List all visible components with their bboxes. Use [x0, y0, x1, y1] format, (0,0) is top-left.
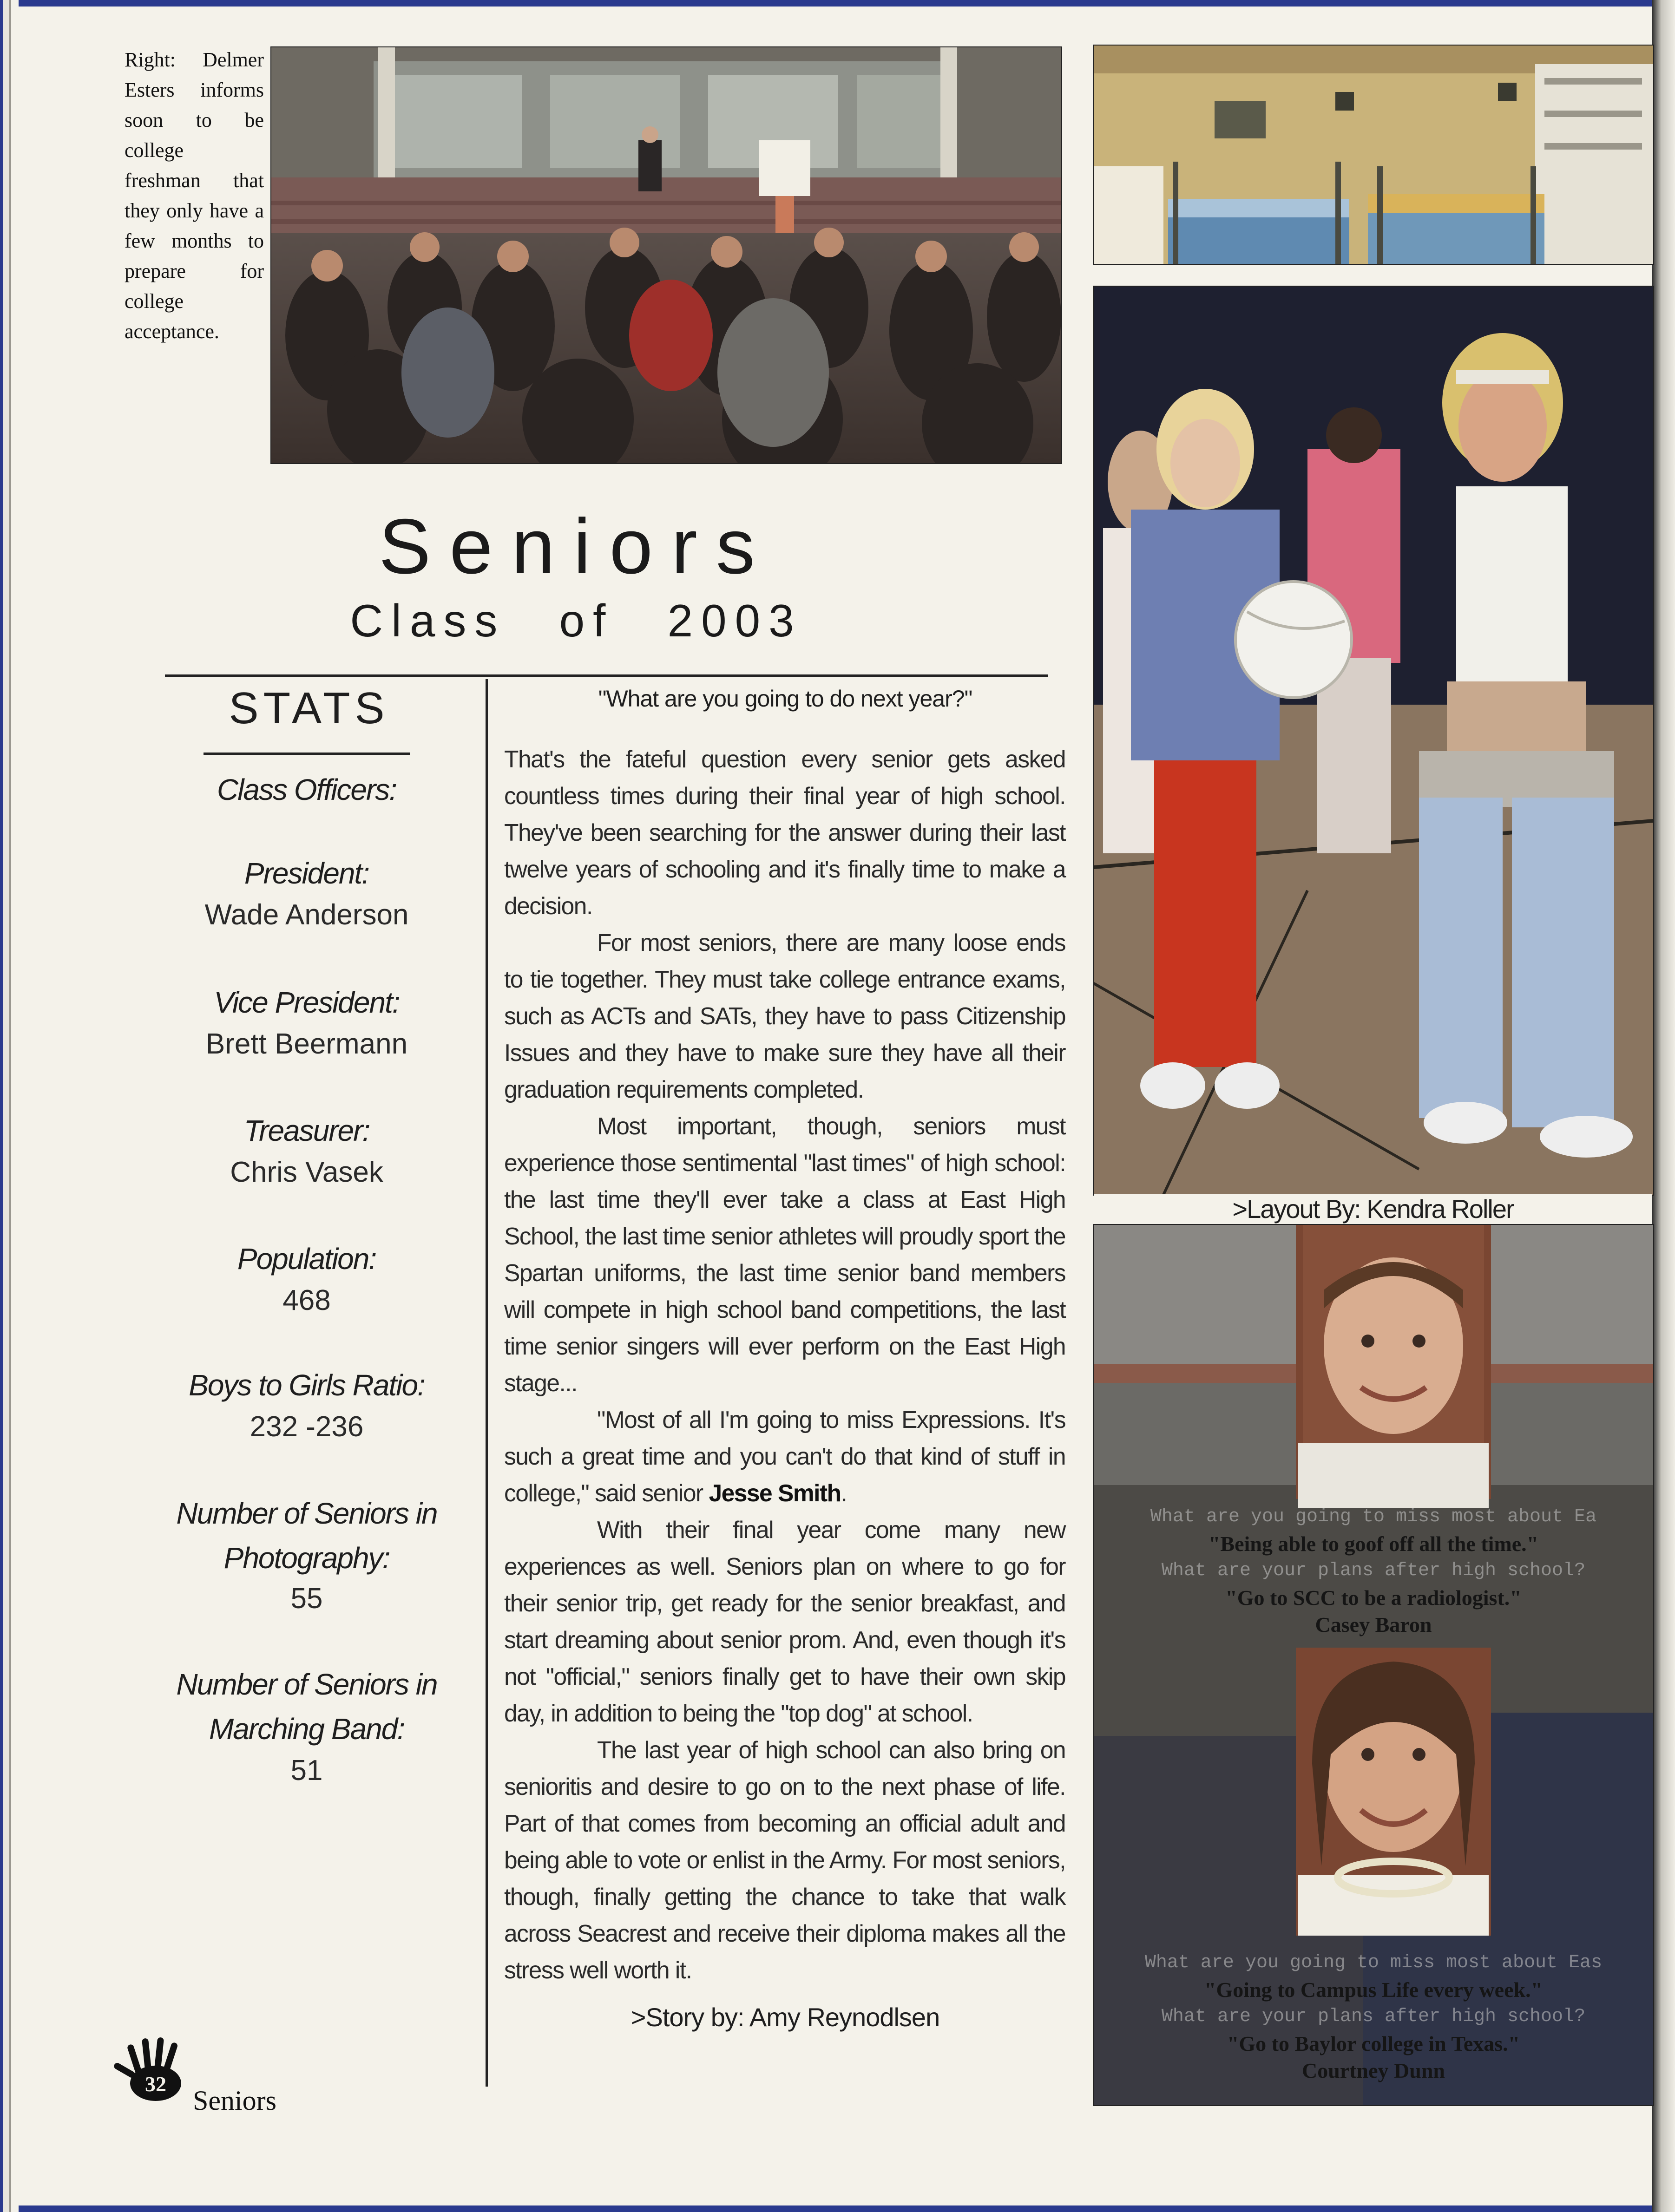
gym-volleyball-photo	[1093, 286, 1654, 1196]
stat-label-photography-line2: Photography:	[223, 1541, 390, 1575]
page-edge-right	[1652, 0, 1675, 2212]
stat-label-vice-president: Vice President:	[214, 986, 400, 1019]
stat-label-president: President:	[244, 857, 369, 890]
article-paragraph: That's the fateful question every senior gets asked countless times during their final year of high school. They've been searching for the answer during their last twelve years of schooling and it's finally time to make a decision.	[504, 746, 1065, 919]
article-paragraph: Most important, though, seniors must experience those sentimental "last times" of high school: the last time they'll ever take a class at East High School, the last time senior athletes will proudly sport the Spartan uniforms, the last time senior band members will compete in high school band competitions, the last time senior singers will ever perform on the East High stage...	[504, 1113, 1065, 1396]
stat-value-president: Wade Anderson	[204, 899, 409, 931]
layout-credit: >Layout By: Kendra Roller	[1094, 1194, 1652, 1224]
hand-print-icon	[109, 2035, 202, 2104]
stat-value-photography: 55	[290, 1583, 323, 1615]
stats-heading: STATS	[229, 683, 389, 733]
quoted-senior-name: Jesse Smith	[709, 1479, 841, 1506]
page-number: 32	[145, 2072, 166, 2096]
profile-question-plans: What are your plans after high school?	[1161, 1560, 1586, 1581]
profile-question-plans: What are your plans after high school?	[1161, 2006, 1586, 2027]
profile-name: Courtney Dunn	[1301, 2059, 1445, 2082]
quote-end: .	[841, 1479, 847, 1506]
profile-answer-miss: "Being able to goof off all the time."	[1208, 1532, 1539, 1556]
assembly-photo	[270, 46, 1062, 464]
column-divider	[486, 679, 488, 2087]
page-binding-left	[0, 0, 19, 2212]
stat-label-boys-girls-ratio: Boys to Girls Ratio:	[189, 1368, 425, 1402]
article-paragraph-quote	[504, 1401, 1065, 1512]
profile-name: Casey Baron	[1315, 1613, 1432, 1636]
stat-label-class-officers: Class Officers:	[217, 773, 397, 806]
stats-heading-rule	[204, 753, 410, 755]
stat-label-marching-band-line1: Number of Seniors in	[176, 1668, 437, 1701]
profile-casey-baron	[1094, 1504, 1653, 1638]
dorm-room-photo	[1093, 45, 1654, 265]
title-divider	[165, 674, 1048, 677]
stat-value-population: 468	[282, 1284, 331, 1316]
article-paragraph: For most seniors, there are many loose ends to tie together. They must take college entrance exams, such as ACTs and SATs, they have to pass Citizenship Issues and they have to make sure they have all their graduation requirements completed.	[504, 929, 1065, 1103]
page-binding-bottom	[0, 2205, 1675, 2212]
profile-courtney-dunn	[1094, 1950, 1653, 2084]
article-paragraph: The last year of high school can also bring on senioritis and desire to go on to the next phase of life. Part of that comes from becoming an official adult and being able to vote or enlist in the Army. For most seniors, though, finally getting the chance to take that walk across Seacrest and receive their diploma makes all the stress well worth it.	[504, 1736, 1065, 1983]
article-body	[504, 741, 1065, 1989]
stat-label-photography-line1: Number of Seniors in	[176, 1497, 437, 1530]
senior-profiles-panel	[1093, 1224, 1654, 2106]
article-question: "What are you going to do next year?"	[598, 686, 972, 712]
stat-value-treasurer: Chris Vasek	[230, 1156, 383, 1188]
quote-text: "Most of all I'm going to miss Expressions. It's such a great time and you can't do that kind of stuff in college," said senior	[504, 1406, 1065, 1506]
stat-value-boys-girls-ratio: 232 -236	[250, 1411, 364, 1443]
section-label: Seniors	[193, 2085, 276, 2116]
profile-question-miss: What are you going to miss most about Eas	[1144, 1952, 1603, 1973]
profile-answer-plans: "Go to SCC to be a radiologist."	[1225, 1586, 1522, 1610]
page-subtitle: Class of 2003	[350, 595, 802, 646]
page-binding-top	[0, 0, 1675, 7]
story-credit: >Story by: Amy Reynodlsen	[631, 2003, 940, 2032]
article-paragraph: With their final year come many new experiences as well. Seniors plan on where to go for their senior trip, get ready for the senior breakfast, and start dreaming about senior prom. And, even though it's not "official," seniors finally get to have their own skip day, in addition to being the "top dog" at school.	[504, 1516, 1065, 1727]
photo-caption: Right: Delmer Esters informs soon to be college freshman that they only have a few months to prepare for college acceptance.	[125, 48, 264, 343]
profile-answer-miss: "Going to Campus Life every week."	[1204, 1978, 1543, 2002]
stat-label-treasurer: Treasurer:	[243, 1114, 370, 1147]
stat-label-population: Population:	[237, 1242, 376, 1276]
page-title: Seniors	[379, 503, 774, 590]
stat-label-marching-band-line2: Marching Band:	[209, 1712, 405, 1746]
profile-answer-plans: "Go to Baylor college in Texas."	[1227, 2032, 1520, 2055]
profile-question-miss: What are you going to miss most about Ea	[1150, 1506, 1597, 1527]
stat-value-vice-president: Brett Beermann	[205, 1028, 408, 1060]
stat-value-marching-band: 51	[290, 1754, 323, 1787]
